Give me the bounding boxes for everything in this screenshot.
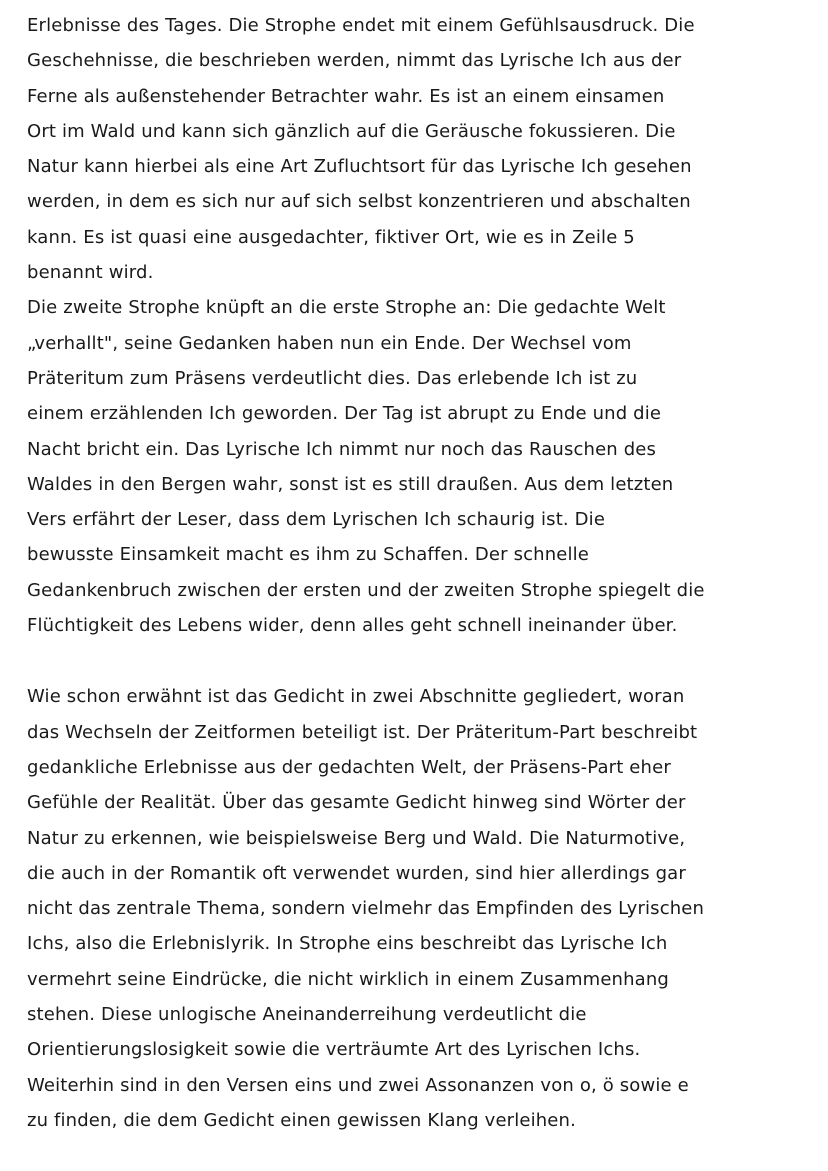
text-line: Flüchtigkeit des Lebens wider, denn alles geht schnell ineinander über. xyxy=(27,615,678,637)
paragraph-2 xyxy=(27,290,807,643)
text-line: zu finden, die dem Gedicht einen gewissen Klang verleihen. xyxy=(27,1109,576,1131)
text-line: nicht das zentrale Thema, sondern vielmehr das Empfinden des Lyrischen xyxy=(27,898,705,920)
text-line: Ort im Wald und kann sich gänzlich auf die Geräusche fokussieren. Die xyxy=(27,120,676,142)
paragraph-gap xyxy=(27,643,807,679)
text-line: die auch in der Romantik oft verwendet wurden, sind hier allerdings gar xyxy=(27,862,686,884)
text-line: werden, in dem es sich nur auf sich selbst konzentrieren und abschalten xyxy=(27,191,691,213)
text-line: stehen. Diese unlogische Aneinanderreihung verdeutlicht die xyxy=(27,1004,587,1026)
paragraph-3 xyxy=(27,679,807,1138)
text-line: Die zweite Strophe knüpft an die erste Strophe an: Die gedachte Welt xyxy=(27,297,666,319)
text-line: Gefühle der Realität. Über das gesamte Gedicht hinweg sind Wörter der xyxy=(27,792,686,814)
text-line: Erlebnisse des Tages. Die Strophe endet mit einem Gefühlsausdruck. Die xyxy=(27,15,695,36)
text-line: bewusste Einsamkeit macht es ihm zu Schaffen. Der schnelle xyxy=(27,544,590,566)
text-line: Ferne als außenstehender Betrachter wahr. Es ist an einem einsamen xyxy=(27,85,665,107)
text-line: kann. Es ist quasi eine ausgedachter, fiktiver Ort, wie es in Zeile 5 xyxy=(27,226,635,248)
text-line: Nacht bricht ein. Das Lyrische Ich nimmt nur noch das Rauschen des xyxy=(27,438,657,460)
text-line: Natur zu erkennen, wie beispielsweise Berg und Wald. Die Naturmotive, xyxy=(27,827,686,849)
text-line: Gedankenbruch zwischen der ersten und der zweiten Strophe spiegelt die xyxy=(27,579,705,601)
text-line: einem erzählenden Ich geworden. Der Tag ist abrupt zu Ende und die xyxy=(27,403,662,425)
text-line: benannt wird. xyxy=(27,262,154,284)
text-line: Weiterhin sind in den Versen eins und zwei Assonanzen von o, ö sowie e xyxy=(27,1074,689,1096)
text-line: gedankliche Erlebnisse aus der gedachten Welt, der Präsens-Part eher xyxy=(27,756,671,778)
text-line: Ichs, also die Erlebnislyrik. In Strophe eins beschreibt das Lyrische Ich xyxy=(27,933,668,955)
text-line: „verhallt", seine Gedanken haben nun ein Ende. Der Wechsel vom xyxy=(27,332,632,354)
text-line: das Wechseln der Zeitformen beteiligt ist. Der Präteritum-Part beschreibt xyxy=(27,721,698,743)
text-line: Geschehnisse, die beschrieben werden, nimmt das Lyrische Ich aus der xyxy=(27,50,682,72)
text-line: Wie schon erwähnt ist das Gedicht in zwei Abschnitte gegliedert, woran xyxy=(27,686,685,708)
text-line: Waldes in den Bergen wahr, sonst ist es still draußen. Aus dem letzten xyxy=(27,473,674,495)
paragraph-1 xyxy=(27,8,807,290)
text-line: Vers erfährt der Leser, dass dem Lyrischen Ich schaurig ist. Die xyxy=(27,509,606,531)
text-line: vermehrt seine Eindrücke, die nicht wirklich in einem Zusammenhang xyxy=(27,968,669,990)
handwritten-text xyxy=(27,8,807,1138)
text-line: Präteritum zum Präsens verdeutlicht dies. Das erlebende Ich ist zu xyxy=(27,367,638,389)
text-line: Orientierungslosigkeit sowie die verträumte Art des Lyrischen Ichs. xyxy=(27,1039,641,1061)
text-line: Natur kann hierbei als eine Art Zufluchtsort für das Lyrische Ich gesehen xyxy=(27,156,692,178)
